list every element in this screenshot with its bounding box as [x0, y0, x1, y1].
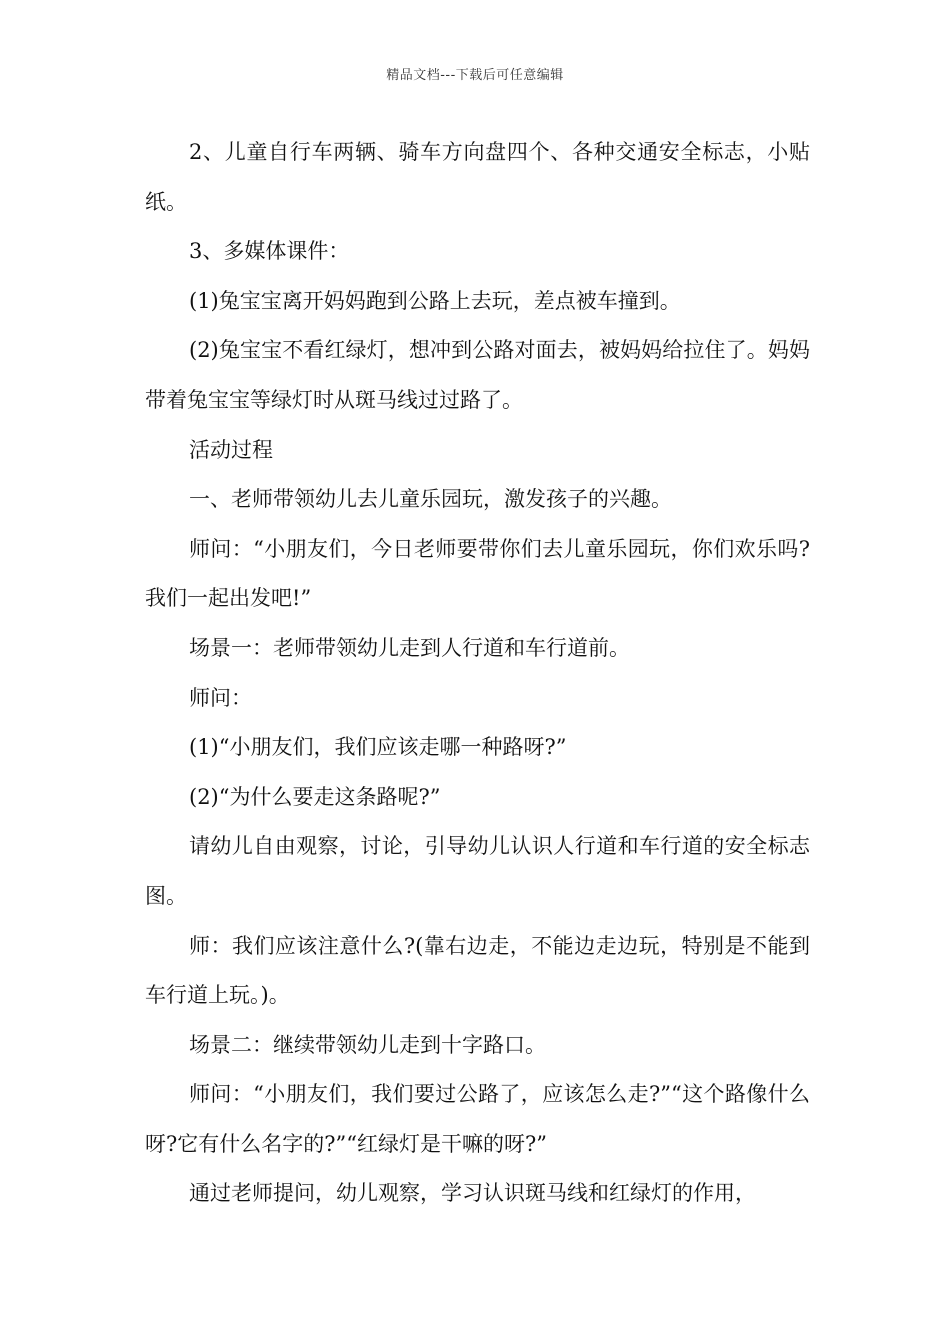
- paragraph-scene-2: 场景二：继续带领幼儿走到十字路口。: [189, 1032, 546, 1057]
- paragraph-teacher-ask: 师问：: [189, 685, 252, 710]
- paragraph-courseware-2: (2)兔宝宝不看红绿灯，想冲到公路对面去，被妈妈给拉住了。妈妈带着兔宝宝等绿灯时从斑马线过过路了。: [145, 338, 810, 412]
- section-heading-process: 活动过程: [189, 437, 273, 462]
- paragraph-courseware-1: (1)兔宝宝离开妈妈跑到公路上去玩，差点被车撞到。: [189, 288, 681, 313]
- document-body: [145, 128, 810, 1219]
- paragraph-learning: 通过老师提问，幼儿观察，学习认识斑马线和红绿灯的作用，: [189, 1181, 756, 1206]
- paragraph-step-1: 一、老师带领幼儿去儿童乐园玩，激发孩子的兴趣。: [189, 487, 672, 512]
- paragraph-question-1: (1)“小朋友们，我们应该走哪一种路呀?”: [189, 735, 567, 760]
- paragraph-teacher-notice: 师：我们应该注意什么?(靠右边走，不能边走边玩，特别是不能到车行道上玩。)。: [145, 933, 810, 1008]
- paragraph-question-2: (2)“为什么要走这条路呢?”: [189, 784, 441, 809]
- paragraph-teacher-question-1: 师问：“小朋友们，今日老师要带你们去儿童乐园玩，你们欢乐吗?我们一起出发吧!”: [145, 536, 810, 611]
- paragraph-teacher-question-2: 师问：“小朋友们，我们要过公路了，应该怎么走?”“这个路像什么呀?它有什么名字的?”“红绿灯是干嘛的呀?”: [145, 1082, 810, 1156]
- paragraph-observe: 请幼儿自由观察，讨论，引导幼儿认识人行道和车行道的安全标志图。: [145, 834, 810, 908]
- paragraph-materials-2: 2、儿童自行车两辆、骑车方向盘四个、各种交通安全标志，小贴纸。: [145, 140, 810, 214]
- paragraph-scene-1: 场景一：老师带领幼儿走到人行道和车行道前。: [189, 635, 630, 660]
- page-header: 精品文档---下载后可任意编辑: [386, 68, 564, 83]
- paragraph-materials-3: 3、多媒体课件：: [189, 239, 350, 264]
